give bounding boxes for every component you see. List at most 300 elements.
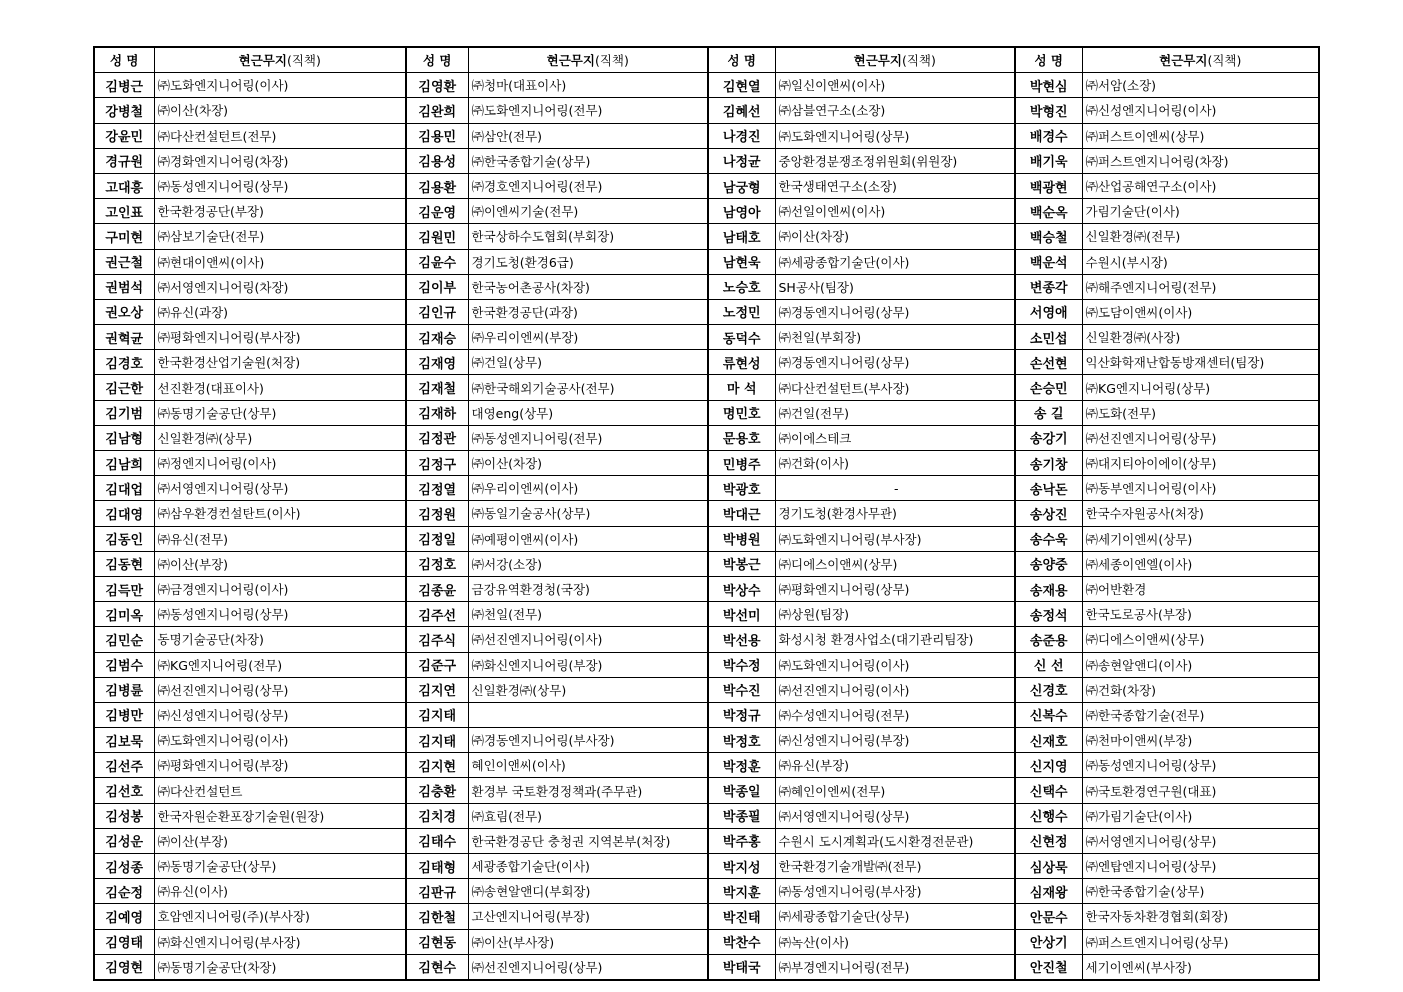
table-row	[94, 803, 1319, 828]
workplace-header-label: 현근무지	[853, 53, 902, 69]
person-name: 송 길	[1015, 400, 1082, 425]
person-workplace: ㈜경동엔지니어링(부사장)	[468, 728, 708, 753]
table-row	[94, 879, 1319, 904]
person-workplace: ㈜한국해외기술공사(전무)	[468, 375, 708, 400]
table-row	[94, 425, 1319, 450]
person-name: 구미현	[94, 224, 154, 249]
table-row	[94, 98, 1319, 123]
person-name: 신재호	[1015, 728, 1082, 753]
person-name: 신지영	[1015, 753, 1082, 778]
person-workplace: ㈜삼안(전무)	[468, 123, 708, 148]
person-workplace: 중앙환경분쟁조정위원회(위원장)	[775, 148, 1015, 173]
person-name: 동덕수	[708, 325, 775, 350]
person-workplace: ㈜도화(전무)	[1082, 400, 1319, 425]
person-workplace: ㈜건화(이사)	[775, 451, 1015, 476]
table-row	[94, 400, 1319, 425]
person-name: 고인표	[94, 199, 154, 224]
workplace-header	[775, 47, 1015, 73]
role-header-label: (직책)	[286, 53, 321, 69]
person-name: 김보묵	[94, 728, 154, 753]
table-row	[94, 854, 1319, 879]
person-workplace: ㈜현대이앤씨(이사)	[154, 249, 406, 274]
person-workplace: ㈜퍼스트엔지니어링(상무)	[1082, 929, 1319, 954]
person-name: 김현동	[406, 929, 468, 954]
person-workplace: ㈜금경엔지니어링(이사)	[154, 576, 406, 601]
person-name: 김정관	[406, 425, 468, 450]
person-name: 박광호	[708, 476, 775, 501]
person-workplace: 세광종합기술단(이사)	[468, 854, 708, 879]
person-name: 김남희	[94, 451, 154, 476]
person-name: 박종필	[708, 803, 775, 828]
person-name: 고대흥	[94, 173, 154, 198]
table-row	[94, 627, 1319, 652]
person-workplace: ㈜산업공해연구소(이사)	[1082, 173, 1319, 198]
person-name: 김운영	[406, 199, 468, 224]
person-name: 박지성	[708, 854, 775, 879]
person-workplace: 대영eng(상무)	[468, 400, 708, 425]
person-name: 김대영	[94, 501, 154, 526]
person-workplace: ㈜천일(부회장)	[775, 325, 1015, 350]
workplace-header-label: 현근무지	[546, 53, 595, 69]
person-workplace: ㈜해주엔지니어링(전무)	[1082, 274, 1319, 299]
person-workplace: 선진환경(대표이사)	[154, 375, 406, 400]
person-workplace: ㈜도화엔지니어링(상무)	[775, 123, 1015, 148]
person-workplace: ㈜천일(전무)	[468, 602, 708, 627]
person-name: 심상묵	[1015, 854, 1082, 879]
person-name: 김주선	[406, 602, 468, 627]
person-name: 박지훈	[708, 879, 775, 904]
table-row	[94, 576, 1319, 601]
person-name: 김순정	[94, 879, 154, 904]
person-workplace: ㈜예평이앤씨(이사)	[468, 526, 708, 551]
person-name: 마 석	[708, 375, 775, 400]
person-workplace: ㈜이에스테크	[775, 425, 1015, 450]
person-name: 김재하	[406, 400, 468, 425]
person-workplace: ㈜엔탑엔지니어링(상무)	[1082, 854, 1319, 879]
person-name: 노정민	[708, 299, 775, 324]
name-header: 성 명	[1015, 47, 1082, 73]
person-workplace: 수원시 도시계획과(도시환경전문관)	[775, 828, 1015, 853]
table-row	[94, 728, 1319, 753]
person-name: 나정균	[708, 148, 775, 173]
table-row	[94, 476, 1319, 501]
person-workplace: ㈜이산(차장)	[468, 451, 708, 476]
person-workplace: ㈜동명기술공단(상무)	[154, 400, 406, 425]
person-name: 김정구	[406, 451, 468, 476]
person-workplace: 한국환경공단 충청권 지역본부(처장)	[468, 828, 708, 853]
person-workplace: ㈜다산컨설턴트(부사장)	[775, 375, 1015, 400]
person-workplace: ㈜도화엔지니어링(전무)	[468, 98, 708, 123]
person-name: 박대근	[708, 501, 775, 526]
table-row	[94, 73, 1319, 98]
person-name: 박정훈	[708, 753, 775, 778]
person-name: 박봉근	[708, 551, 775, 576]
person-workplace: ㈜선일이엔씨(이사)	[775, 199, 1015, 224]
person-name: 김한철	[406, 904, 468, 929]
person-workplace: ㈜이산(부장)	[154, 828, 406, 853]
person-name: 김예영	[94, 904, 154, 929]
person-name: 안상기	[1015, 929, 1082, 954]
person-workplace: ㈜동명기술공단(차장)	[154, 954, 406, 980]
table-row	[94, 501, 1319, 526]
person-workplace: ㈜경화엔지니어링(차장)	[154, 148, 406, 173]
person-workplace: 혜인이앤씨(이사)	[468, 753, 708, 778]
name-header: 성 명	[94, 47, 154, 73]
person-name: 신복수	[1015, 702, 1082, 727]
person-name: 김용환	[406, 173, 468, 198]
person-workplace: ㈜한국종합기술(상무)	[468, 148, 708, 173]
person-workplace: ㈜정엔지니어링(이사)	[154, 451, 406, 476]
person-workplace: ㈜송현알앤디(이사)	[1082, 652, 1319, 677]
person-workplace: 경기도청(환경사무관)	[775, 501, 1015, 526]
person-name: 송수욱	[1015, 526, 1082, 551]
person-workplace: ㈜도화엔지니어링(이사)	[775, 652, 1015, 677]
person-name: 김남형	[94, 425, 154, 450]
person-workplace: 신일환경㈜(전무)	[1082, 224, 1319, 249]
person-name: 김태형	[406, 854, 468, 879]
person-name: 강윤민	[94, 123, 154, 148]
person-workplace: ㈜한국종합기술(전무)	[1082, 702, 1319, 727]
person-workplace: -	[775, 476, 1015, 501]
person-workplace: 한국수자원공사(처장)	[1082, 501, 1319, 526]
person-name: 김동인	[94, 526, 154, 551]
person-workplace: ㈜신성엔지니어링(부장)	[775, 728, 1015, 753]
person-workplace: 신일환경㈜(상무)	[468, 677, 708, 702]
person-name: 남궁형	[708, 173, 775, 198]
person-workplace: ㈜삼블연구소(소장)	[775, 98, 1015, 123]
person-workplace: 환경부 국토환경정책과(주무관)	[468, 778, 708, 803]
person-name: 박상수	[708, 576, 775, 601]
person-workplace	[468, 702, 708, 727]
person-name: 배경수	[1015, 123, 1082, 148]
table-row	[94, 753, 1319, 778]
person-workplace: ㈜수성엔지니어링(전무)	[775, 702, 1015, 727]
person-name: 김인규	[406, 299, 468, 324]
person-name: 김득만	[94, 576, 154, 601]
person-name: 김병근	[94, 73, 154, 98]
person-workplace: 호암엔지니어링(주)(부사장)	[154, 904, 406, 929]
person-workplace: ㈜선진엔지니어링(이사)	[468, 627, 708, 652]
person-workplace: 세기이엔씨(부사장)	[1082, 954, 1319, 980]
person-workplace: ㈜이산(부사장)	[468, 929, 708, 954]
person-workplace: ㈜부경엔지니어링(전무)	[775, 954, 1015, 980]
person-name: 김성봉	[94, 803, 154, 828]
person-workplace: 수원시(부시장)	[1082, 249, 1319, 274]
person-workplace: ㈜유신(전무)	[154, 526, 406, 551]
person-workplace: ㈜우리이엔씨(이사)	[468, 476, 708, 501]
person-workplace: ㈜유신(부장)	[775, 753, 1015, 778]
person-workplace: ㈜동부엔지니어링(이사)	[1082, 476, 1319, 501]
person-workplace: 한국환경공단(과장)	[468, 299, 708, 324]
person-workplace: ㈜서영엔지니어링(상무)	[154, 476, 406, 501]
person-workplace: ㈜경동엔지니어링(상무)	[775, 299, 1015, 324]
person-name: 손승민	[1015, 375, 1082, 400]
person-name: 김재승	[406, 325, 468, 350]
person-name: 권근철	[94, 249, 154, 274]
person-workplace: ㈜서영엔지니어링(차장)	[154, 274, 406, 299]
person-name: 권오상	[94, 299, 154, 324]
person-name: 박선미	[708, 602, 775, 627]
person-workplace: ㈜서강(소장)	[468, 551, 708, 576]
person-name: 송강기	[1015, 425, 1082, 450]
person-name: 송정석	[1015, 602, 1082, 627]
person-name: 박태국	[708, 954, 775, 980]
person-workplace: ㈜이산(차장)	[775, 224, 1015, 249]
person-workplace: ㈜신성엔지니어링(이사)	[1082, 98, 1319, 123]
person-workplace: ㈜우리이엔씨(부장)	[468, 325, 708, 350]
person-name: 박수진	[708, 677, 775, 702]
person-workplace: ㈜평화엔지니어링(상무)	[775, 576, 1015, 601]
person-name: 박진태	[708, 904, 775, 929]
person-name: 김태수	[406, 828, 468, 853]
person-name: 김기범	[94, 400, 154, 425]
person-workplace: ㈜청마(대표이사)	[468, 73, 708, 98]
person-name: 김완희	[406, 98, 468, 123]
table-row	[94, 173, 1319, 198]
table-row	[94, 551, 1319, 576]
person-workplace: ㈜동성엔지니어링(부사장)	[775, 879, 1015, 904]
person-workplace: ㈜퍼스트엔지니어링(차장)	[1082, 148, 1319, 173]
person-name: 신현정	[1015, 828, 1082, 853]
person-name: 박주홍	[708, 828, 775, 853]
header-row	[94, 47, 1319, 73]
person-workplace: ㈜선진엔지니어링(이사)	[775, 677, 1015, 702]
person-name: 김현열	[708, 73, 775, 98]
person-workplace: ㈜도화엔지니어링(이사)	[154, 728, 406, 753]
person-name: 김정일	[406, 526, 468, 551]
person-name: 남현욱	[708, 249, 775, 274]
person-name: 박현심	[1015, 73, 1082, 98]
person-workplace: ㈜다산컨설턴트(전무)	[154, 123, 406, 148]
table-row	[94, 904, 1319, 929]
person-workplace: ㈜세종이엔엘(이사)	[1082, 551, 1319, 576]
table-row	[94, 451, 1319, 476]
person-workplace: ㈜화신엔지니어링(부장)	[468, 652, 708, 677]
person-workplace: ㈜평화엔지니어링(부장)	[154, 753, 406, 778]
person-workplace: 신일환경㈜(사장)	[1082, 325, 1319, 350]
person-workplace: ㈜건화(차장)	[1082, 677, 1319, 702]
person-name: 안진철	[1015, 954, 1082, 980]
person-name: 문용호	[708, 425, 775, 450]
person-name: 송양중	[1015, 551, 1082, 576]
person-workplace: ㈜세광종합기술단(상무)	[775, 904, 1015, 929]
person-name: 민병주	[708, 451, 775, 476]
person-workplace: ㈜KG엔지니어링(상무)	[1082, 375, 1319, 400]
table-row	[94, 123, 1319, 148]
person-name: 김정호	[406, 551, 468, 576]
person-name: 김병만	[94, 702, 154, 727]
person-name: 신택수	[1015, 778, 1082, 803]
person-name: 김재철	[406, 375, 468, 400]
person-name: 노승호	[708, 274, 775, 299]
table-row	[94, 299, 1319, 324]
person-workplace: 한국환경기술개발㈜(전무)	[775, 854, 1015, 879]
person-name: 김원민	[406, 224, 468, 249]
person-name: 김영태	[94, 929, 154, 954]
person-name: 김영현	[94, 954, 154, 980]
person-workplace: ㈜건일(전무)	[775, 400, 1015, 425]
table-row	[94, 199, 1319, 224]
person-name: 경규원	[94, 148, 154, 173]
person-name: 박병원	[708, 526, 775, 551]
person-name: 김대업	[94, 476, 154, 501]
person-workplace: ㈜효림(전무)	[468, 803, 708, 828]
person-name: 배기욱	[1015, 148, 1082, 173]
person-name: 권혁균	[94, 325, 154, 350]
person-workplace: 한국환경산업기술원(처장)	[154, 350, 406, 375]
person-name: 김용성	[406, 148, 468, 173]
person-name: 박선용	[708, 627, 775, 652]
person-name: 백운석	[1015, 249, 1082, 274]
person-name: 박정규	[708, 702, 775, 727]
workplace-header	[154, 47, 406, 73]
person-name: 김선주	[94, 753, 154, 778]
workplace-header	[468, 47, 708, 73]
person-workplace: 한국생태연구소(소장)	[775, 173, 1015, 198]
person-name: 백순옥	[1015, 199, 1082, 224]
person-name: 김미옥	[94, 602, 154, 627]
person-workplace: 한국자원순환포장기술원(원장)	[154, 803, 406, 828]
role-header-label: (직책)	[901, 53, 936, 69]
person-workplace: ㈜동성엔지니어링(상무)	[154, 173, 406, 198]
person-workplace: ㈜이산(부장)	[154, 551, 406, 576]
person-workplace: ㈜퍼스트이엔씨(상무)	[1082, 123, 1319, 148]
person-name: 김범수	[94, 652, 154, 677]
person-name: 변종각	[1015, 274, 1082, 299]
table-row	[94, 224, 1319, 249]
person-workplace: ㈜디에스이앤씨(상무)	[775, 551, 1015, 576]
table-row	[94, 702, 1319, 727]
person-workplace: ㈜녹산(이사)	[775, 929, 1015, 954]
person-name: 김현수	[406, 954, 468, 980]
person-name: 김종윤	[406, 576, 468, 601]
person-workplace: 한국도로공사(부장)	[1082, 602, 1319, 627]
table-row	[94, 602, 1319, 627]
person-name: 김선호	[94, 778, 154, 803]
person-workplace: 가림기술단(이사)	[1082, 199, 1319, 224]
person-workplace: 고산엔지니어링(부장)	[468, 904, 708, 929]
workplace-header-label: 현근무지	[1159, 53, 1208, 69]
person-workplace: 익산화학재난합동방재센터(팀장)	[1082, 350, 1319, 375]
person-workplace: ㈜동성엔지니어링(상무)	[1082, 753, 1319, 778]
person-name: 김주식	[406, 627, 468, 652]
person-workplace: 동명기술공단(차장)	[154, 627, 406, 652]
person-name: 김동현	[94, 551, 154, 576]
person-workplace: ㈜이엔씨기술(전무)	[468, 199, 708, 224]
person-name: 류현성	[708, 350, 775, 375]
person-workplace: SH공사(팀장)	[775, 274, 1015, 299]
person-name: 신경호	[1015, 677, 1082, 702]
person-name: 김영환	[406, 73, 468, 98]
person-name: 박종일	[708, 778, 775, 803]
person-name: 강병철	[94, 98, 154, 123]
person-name: 송준용	[1015, 627, 1082, 652]
person-workplace: ㈜동성엔지니어링(상무)	[154, 602, 406, 627]
person-name: 박형진	[1015, 98, 1082, 123]
roster-table	[93, 46, 1320, 981]
person-workplace: ㈜디에스이앤씨(상무)	[1082, 627, 1319, 652]
person-workplace: ㈜도화엔지니어링(부사장)	[775, 526, 1015, 551]
person-name: 백승철	[1015, 224, 1082, 249]
person-name: 신행수	[1015, 803, 1082, 828]
person-workplace: ㈜혜인이엔씨(전무)	[775, 778, 1015, 803]
person-workplace: ㈜유신(이사)	[154, 879, 406, 904]
table-row	[94, 929, 1319, 954]
person-name: 박찬수	[708, 929, 775, 954]
person-name: 김지연	[406, 677, 468, 702]
workplace-header-label: 현근무지	[238, 53, 287, 69]
table-row	[94, 274, 1319, 299]
person-name: 김정열	[406, 476, 468, 501]
role-header-label: (직책)	[1207, 53, 1242, 69]
person-workplace: ㈜KG엔지니어링(전무)	[154, 652, 406, 677]
person-workplace: ㈜유신(과장)	[154, 299, 406, 324]
person-name: 김준구	[406, 652, 468, 677]
table-row	[94, 954, 1319, 980]
person-name: 김지태	[406, 728, 468, 753]
person-workplace: 금강유역환경청(국장)	[468, 576, 708, 601]
person-name: 김근한	[94, 375, 154, 400]
workplace-header	[1082, 47, 1319, 73]
person-workplace: ㈜선진엔지니어링(상무)	[1082, 425, 1319, 450]
person-name: 백광현	[1015, 173, 1082, 198]
table-row	[94, 828, 1319, 853]
table-row	[94, 677, 1319, 702]
role-header-label: (직책)	[594, 53, 629, 69]
person-name: 심재왕	[1015, 879, 1082, 904]
person-name: 신 선	[1015, 652, 1082, 677]
person-workplace: ㈜신성엔지니어링(상무)	[154, 702, 406, 727]
person-name: 남태호	[708, 224, 775, 249]
person-workplace: ㈜도담이앤씨(이사)	[1082, 299, 1319, 324]
person-workplace: ㈜삼우환경컨설탄트(이사)	[154, 501, 406, 526]
table-row	[94, 148, 1319, 173]
person-name: 송기창	[1015, 451, 1082, 476]
person-workplace: ㈜서영엔지니어링(상무)	[775, 803, 1015, 828]
person-workplace: ㈜다산컨설턴트	[154, 778, 406, 803]
table-row	[94, 652, 1319, 677]
person-workplace: ㈜어반환경	[1082, 576, 1319, 601]
person-workplace: ㈜국토환경연구원(대표)	[1082, 778, 1319, 803]
person-name: 김지태	[406, 702, 468, 727]
person-workplace: ㈜대지티아이에이(상무)	[1082, 451, 1319, 476]
person-workplace: 신일환경㈜(상무)	[154, 425, 406, 450]
person-name: 김민순	[94, 627, 154, 652]
person-name: 김병륜	[94, 677, 154, 702]
person-name: 소민섭	[1015, 325, 1082, 350]
person-workplace: ㈜경호엔지니어링(전무)	[468, 173, 708, 198]
person-name: 김치경	[406, 803, 468, 828]
person-workplace: ㈜가림기술단(이사)	[1082, 803, 1319, 828]
person-name: 송재용	[1015, 576, 1082, 601]
person-name: 나경진	[708, 123, 775, 148]
person-workplace: ㈜일신이앤씨(이사)	[775, 73, 1015, 98]
person-workplace: ㈜송현알앤디(부회장)	[468, 879, 708, 904]
person-name: 김이부	[406, 274, 468, 299]
person-name: 김지현	[406, 753, 468, 778]
person-workplace: ㈜도화엔지니어링(이사)	[154, 73, 406, 98]
person-workplace: 한국자동차환경협회(회장)	[1082, 904, 1319, 929]
person-name: 김정원	[406, 501, 468, 526]
person-name: 명민호	[708, 400, 775, 425]
person-workplace: ㈜서암(소장)	[1082, 73, 1319, 98]
person-workplace: ㈜한국종합기술(상무)	[1082, 879, 1319, 904]
person-name: 권범석	[94, 274, 154, 299]
person-name: 안문수	[1015, 904, 1082, 929]
person-workplace: ㈜세기이엔씨(상무)	[1082, 526, 1319, 551]
person-name: 박정호	[708, 728, 775, 753]
person-name: 박수정	[708, 652, 775, 677]
